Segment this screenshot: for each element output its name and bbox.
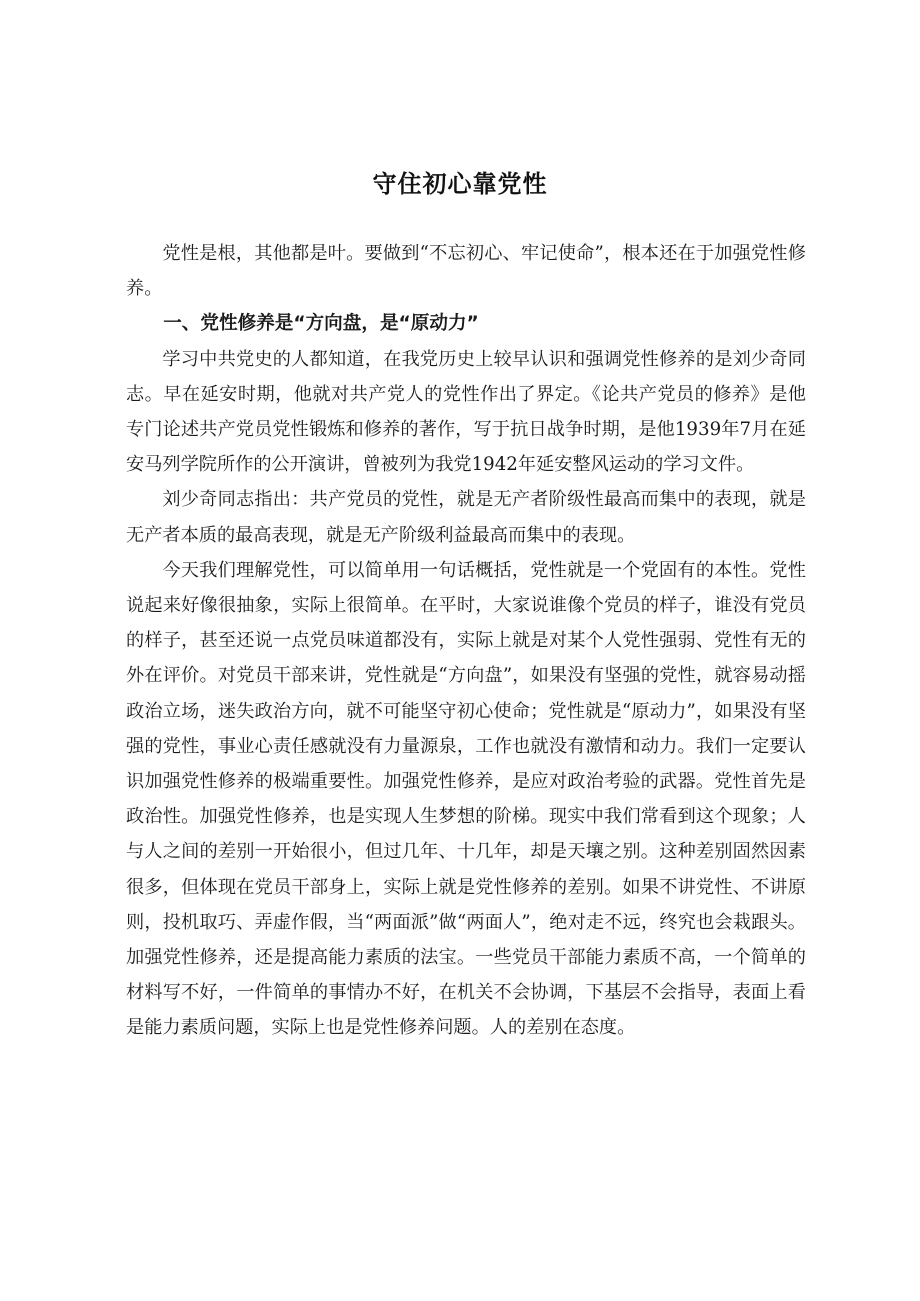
body-paragraph-2: 刘少奇同志指出：共产党员的党性，就是无产者阶级性最高而集中的表现，就是无产者本质的最高表现，就是无产阶级利益最高而集中的表现。 xyxy=(126,489,806,546)
document-title: 守住初心靠党性 xyxy=(372,170,548,198)
body-paragraph-1: 学习中共党史的人都知道，在我党历史上较早认识和强调党性修养的是刘少奇同志。早在延安时期，他就对共产党人的党性作出了界定。《论共产党员的修养》是他专门论述共产党员党性锻炼和修养的著作，写于抗日战争时期，是他1939年7月在延安马列学院所作的公开演讲，曾被列为我党1942年延安整风运动的学习文件。 xyxy=(126,348,806,476)
body-paragraph-3: 今天我们理解党性，可以简单用一句话概括，党性就是一个党固有的本性。党性说起来好像很抽象，实际上很简单。在平时，大家说谁像个党员的样子，谁没有党员的样子，甚至还说一点党员味道都没有，实际上就是对某个人党性强弱、党性有无的外在评价。对党员干部来讲，党性就是“方向盘”，如果没有坚强的党性，就容易动摇政治立场，迷失政治方向，就不可能坚守初心使命；党性就是“原动力”，如果没有坚强的党性，事业心责任感就没有力量源泉，工作也就没有激情和动力。我们一定要认识加强党性修养的极端重要性。加强党性修养，是应对政治考验的武器。党性首先是政治性。加强党性修养，也是实现人生梦想的阶梯。现实中我们常看到这个现象；人与人之间的差别一开始很小，但过几年、十几年，却是天壤之别。这种差别固然因素很多，但体现在党员干部身上，实际上就是党性修养的差别。如果不讲党性、不讲原则，投机取巧、弄虚作假，当“两面派”做“两面人”，绝对走不远，终究也会栽跟头。加强党性修养，还是提高能力素质的法宝。一些党员干部能力素质不高，一个简单的材料写不好，一件简单的事情办不好，在机关不会协调，下基层不会指导，表面上看是能力素质问题，实际上也是党性修养问题。人的差别在态度。 xyxy=(126,559,806,1039)
intro-paragraph: 党性是根，其他都是叶。要做到“不忘初心、牢记使命”，根本还在于加强党性修养。 xyxy=(126,243,806,300)
section-heading: 一、党性修养是“方向盘，是“原动力” xyxy=(163,313,479,335)
document-body xyxy=(126,236,806,1046)
